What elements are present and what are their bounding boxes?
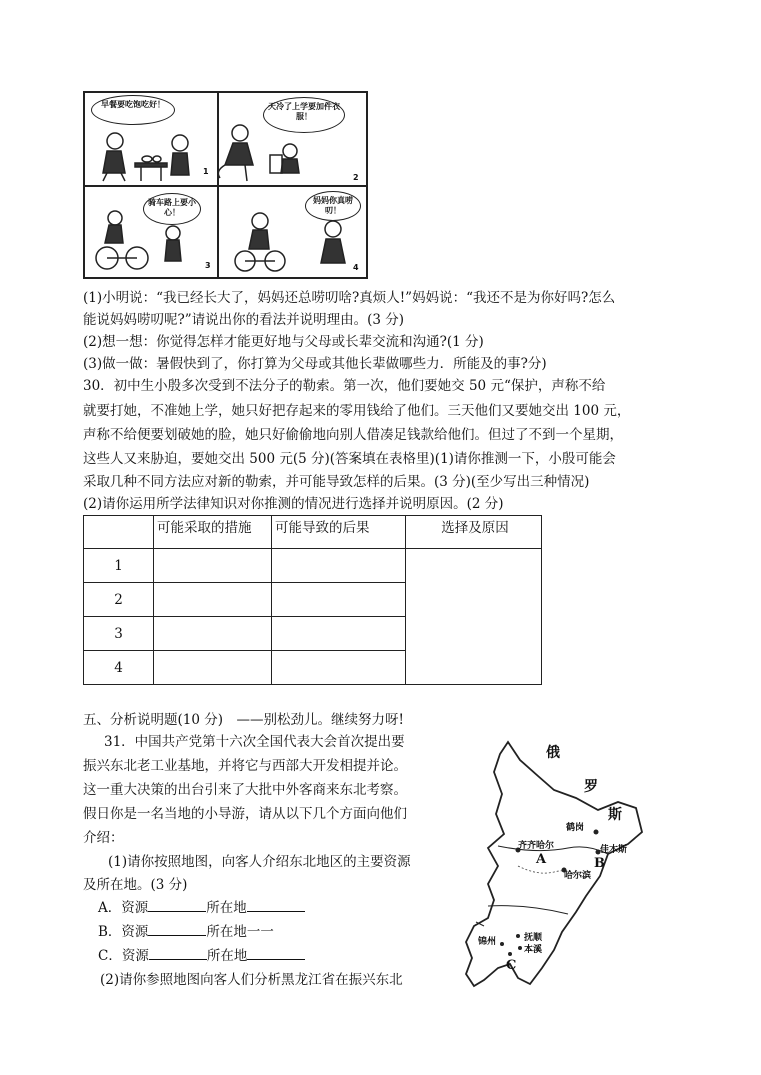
choice-cell[interactable] — [406, 549, 542, 685]
q31-line-2: 振兴东北老工业基地，并将它与西部大开发相提并论。 — [83, 758, 407, 774]
table-header-choice: 选择及原因 — [406, 516, 542, 549]
q29-line-4: (3)做一做：暑假快到了，你打算为父母或其他长辈做哪些力．所能及的事?分) — [83, 356, 547, 372]
q30-line-5: 采取几种不同方法应对新的勒索，并可能导致怎样的后果。(3 分)(至少写出三种情况) — [83, 474, 590, 490]
q29-line-1: (1)小明说：“我已经长大了，妈妈还总唠叨啥?真烦人!”妈妈说：“我还不是为你好吗?怎么 — [83, 290, 616, 306]
table-header-consequences: 可能导致的后果 — [272, 516, 406, 549]
panel-label-2: 2 — [353, 173, 359, 182]
q31-line-1: 31．中国共产党第十六次全国代表大会首次提出要 — [104, 734, 405, 750]
map-label-russia-3: 斯 — [608, 807, 622, 823]
q29-line-3: (2)想一想：你觉得怎样才能更好地与父母或长辈交流和沟通?(1 分) — [83, 334, 484, 350]
answer-a-row — [98, 896, 305, 920]
q31-line-4: 假日你是一名当地的小导游，请从以下几个方面向他们 — [83, 806, 407, 822]
consequence-cell[interactable] — [272, 583, 406, 617]
section-5-heading: 五、分析说明题(10 分) ——别松劲儿。继续努力呀! — [83, 712, 404, 728]
map-marker-b: B — [594, 856, 605, 871]
map-outline — [458, 736, 648, 994]
row-number: 3 — [84, 617, 154, 651]
q30-line-2: 就要打她，不准她上学，她只好把存起来的零用钱给了他们。三天他们又要她交出 100 元， — [83, 403, 631, 419]
measure-cell[interactable] — [154, 549, 272, 583]
consequence-cell[interactable] — [272, 549, 406, 583]
comic-strip — [83, 91, 368, 279]
q30-line-6: (2)请你运用所学法律知识对你推测的情况进行选择并说明原因。(2 分) — [83, 496, 504, 512]
answer-b-row — [98, 920, 274, 944]
comic-bubble-2: 天冷了上学要加件衣服！ — [263, 97, 345, 133]
map-label-jiamusi: 佳木斯 — [600, 845, 628, 855]
q29-line-2: 能说妈妈唠叨呢?”请说出你的看法并说明理由。(3 分) — [83, 312, 405, 328]
answer-c-resource-blank[interactable] — [149, 945, 207, 960]
panel-label-4: 4 — [353, 263, 359, 272]
map-label-qiqihar: 齐齐哈尔 — [518, 841, 555, 851]
q30-line-1: 30．初中生小殷多次受到不法分子的勒索。第一次，他们要她交 50 元“保护，声称不给 — [83, 378, 606, 394]
answer-a-loc: 所在地 — [206, 900, 247, 916]
consequence-cell[interactable] — [272, 617, 406, 651]
answer-a-location-blank[interactable] — [247, 897, 305, 912]
row-number: 4 — [84, 651, 154, 685]
consequence-cell[interactable] — [272, 651, 406, 685]
q30-line-3: 声称不给便要划破她的脸，她只好偷偷地向别人借凑足钱款给他们。但过了不到一个星期， — [83, 427, 623, 443]
q31-line-6: (1)请你按照地图，向客人介绍东北地区的主要资源 — [108, 854, 411, 870]
row-number: 2 — [84, 583, 154, 617]
measure-cell[interactable] — [154, 651, 272, 685]
measure-cell[interactable] — [154, 583, 272, 617]
map-marker-a: A — [536, 852, 547, 867]
comic-bubble-1: 早餐要吃饱吃好！ — [91, 95, 175, 125]
answer-a-label: A．资源 — [98, 900, 149, 916]
map-label-harbin: 哈尔滨 — [564, 871, 592, 881]
answer-b-loc: 所在地一一 — [206, 924, 274, 940]
map-marker-c: C — [506, 958, 517, 973]
answer-a-resource-blank[interactable] — [148, 897, 206, 912]
q31-line-8: (2)请你参照地图向客人们分析黑龙江省在振兴东北 — [100, 972, 403, 988]
row-number: 1 — [84, 549, 154, 583]
answer-c-loc: 所在地 — [206, 948, 248, 964]
answer-table — [83, 515, 542, 685]
map-label-russia-2: 罗 — [584, 779, 598, 795]
northeast-china-map — [458, 736, 648, 994]
comic-bubble-4: 妈妈你真唠叨！ — [305, 191, 361, 221]
panel-label-3: 3 — [205, 261, 211, 270]
map-label-hegang: 鹤岗 — [566, 823, 585, 833]
answer-c-label: C．资源 — [98, 948, 149, 964]
q31-line-3: 这一重大决策的出台引来了大批中外客商来东北考察。 — [83, 782, 407, 798]
table-header-blank — [84, 516, 154, 549]
q30-line-4: 这些人又来胁迫，要她交出 500 元(5 分)(答案填在表格里)(1)请你推测一下，小殷可能会 — [83, 451, 616, 467]
table-header-measures: 可能采取的措施 — [154, 516, 272, 549]
map-label-russia-1: 俄 — [546, 745, 560, 761]
q31-line-5: 介绍： — [83, 830, 124, 846]
q31-line-7: 及所在地。(3 分) — [83, 877, 188, 893]
measure-cell[interactable] — [154, 617, 272, 651]
answer-b-resource-blank[interactable] — [148, 921, 206, 936]
table-row — [84, 549, 542, 583]
map-label-fushun: 抚顺 — [524, 933, 543, 943]
answer-c-row — [98, 944, 305, 968]
answer-b-label: B．资源 — [98, 924, 149, 940]
map-label-jinzhou: 锦州 — [478, 937, 497, 947]
panel-label-1: 1 — [203, 167, 209, 176]
answer-c-location-blank[interactable] — [247, 945, 305, 960]
comic-bubble-3: 骑车路上要小心！ — [143, 193, 201, 225]
map-label-benxi: 本溪 — [524, 945, 543, 955]
